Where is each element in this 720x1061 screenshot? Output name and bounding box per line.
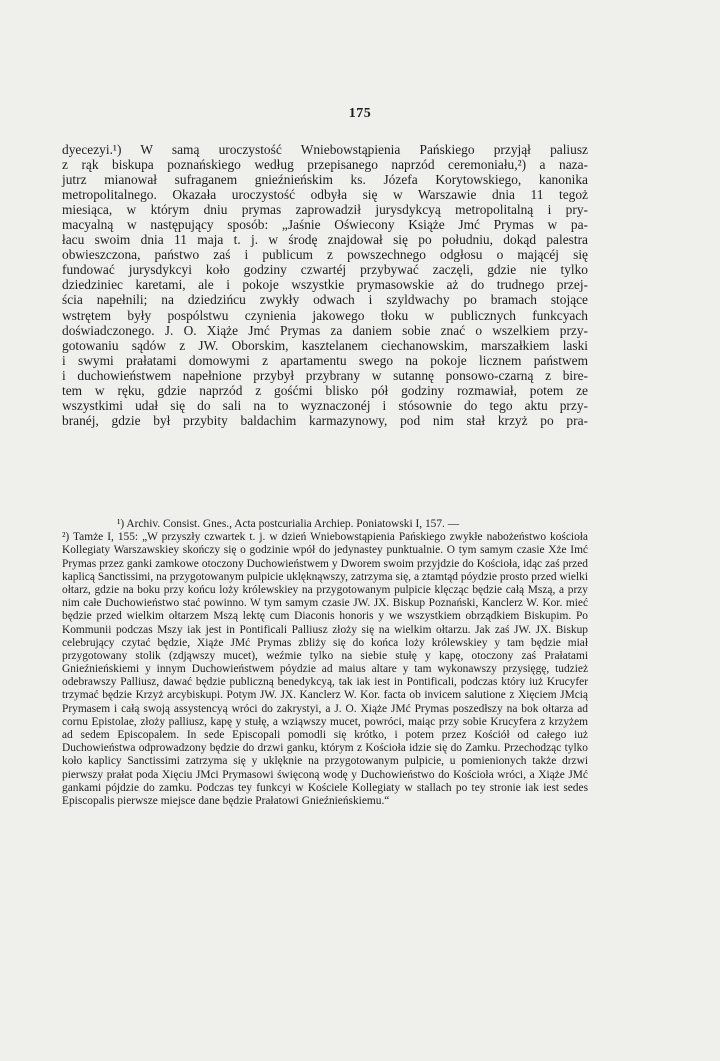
text-line: ścia napełnili; na dziedzińcu zwykły odwach i szyldwachy po bramach stojące	[62, 292, 588, 308]
text-line: miesiąca, w którym dniu prymas zaprowadził jurysdykcyą metropolitalną i pry-	[62, 202, 588, 218]
text-line: dziedziniec karetami, ale i pokoje wszystkie prymasowskie aż do trudnego przej-	[62, 277, 588, 293]
text-line: jutrz mianował sufraganem gnieźnieńskim ks. Józefa Korytowskiego, kanonika	[62, 172, 588, 188]
text-line: branéj, gdzie był przybity baldachim karmazynowy, pod nim stał krzyż po pra-	[62, 412, 588, 428]
text-line: wszystkimi udał się do sali na to wyznaczonéj i stósownie do tego aktu przy-	[62, 397, 588, 413]
text-line: macyalną w następujący sposób: „Jaśnie Oświecony Książe Jmć Prymas w pa-	[62, 217, 588, 233]
footnote-1: ¹) Archiv. Consist. Gnes., Acta postcurialia Archiep. Poniatowski I, 157. —	[117, 518, 460, 530]
text-line: i swymi prałatami domowymi z apartamentu swego na pokoje licznem państwem	[62, 352, 588, 368]
text-line: wstrętem były pospólstwu czynienia jakowego tłoku w publicznych funkcyach	[62, 307, 588, 323]
footnotes	[62, 518, 588, 808]
page-number: 175	[348, 106, 372, 121]
text-line: obwieszczona, państwo zaś i publicum z powszechnego odgłosu o mającéj się	[62, 247, 588, 263]
text-line: z rąk biskupa poznańskiego według przepisanego naprzód ceremoniału,²) a naza-	[62, 157, 588, 173]
main-text	[62, 142, 588, 428]
text-line: tem w ręku, gdzie naprzód z gośćmi blisko pół godziny rozmawiał, potem ze	[62, 382, 588, 398]
text-line: doświadczonego. J. O. Xiąże Jmć Prymas za daniem sobie znać o wszelkiem przy-	[62, 322, 588, 338]
text-line: metropolitalnego. Okazała uroczystość odbyła się w Warszawie dnia 11 tegoż	[62, 187, 588, 203]
text-line: fundować jurysdykcyi koło godziny czwartéj przybywać zaczęli, gdzie nie tylko	[62, 262, 588, 278]
text-line: i duchowieństwem napełnione przybył przybrany w sutannę ponsowo-czarną z bire-	[62, 367, 588, 383]
text-line: dyecezyi.¹) W samą uroczystość Wniebowstąpienia Pańskiego przyjął paliusz	[62, 142, 588, 157]
text-line: gotowaniu sądów z JW. Oborskim, kasztelanem ciechanowskim, marszałkiem laski	[62, 337, 588, 353]
text-line: łacu swoim dnia 11 maja t. j. w środę znajdował się po południu, dokąd palestra	[62, 232, 588, 248]
footnote-2: ²) Tamże I, 155: „W przyszły czwartek t. j. w dzień Wniebowstąpienia Pańskiego zwykłe nabożeństwo kościoła Kollegiaty Warszawskiey skończy się o godzinie wpół do jedynastey punktualnie. O tym samym czasie Xże Imć Prymas przez ganki zamkowe otoczony Duchowieństwem y Dworem swoim przyjdzie do Kościoła, idąc zaś przed kaplicą Sanctissimi, na przygotowanym pulpicie uklęknąwszy, zatrzyma się, a ztamtąd póydzie prosto przed wielki ołtarz, gdzie na boku przy końcu loży królewskiey na przygotowanym pulpicie klęcząc będzie całą Mszą, a przy nim całe Duchowieństwo stać powinno. W tym samym czasie JW. JX. Biskup Poznański, Kanclerz W. Kor. mieć będzie przed wielkim ołtarzem Mszą lektę cum Diaconis honoris y we wszystkiem obrządkiem Biskupim. Po Kommunii podczas Mszy iak jest in Pontificali Palliusz złoży się na wielkim ołtarzu. Jak zaś JW. JX. Biskup celebrujący czytać będzie, Xiąże JMć Prymas zbliży się do końca loży królewskiey y tam będzie miał przygotowany stolik (zdjąwszy mucet), weźmie tylko na siebie stułę y kapę, otoczony zaś Prałatami Gnieźnieńskiemi y innym Duchowieństwem póydzie ad maius altare y tam wykonawszy przysięgę, tudzież odebrawszy Palliusz, dawać będzie publiczną benedykcyą, tak iak iest in Pontificali, podczas który iuż Krucyfer trzymać będzie Krzyż arcybiskupi. Potym JW. JX. Kanclerz W. Kor. facta ob invicem salutione z Xięciem JMcią Prymasem i całą swoją assystencyą wróci do zakrystyi, a J. O. Xiąże JMć Prymas poszedłszy na bok ołtarza ad cornu Epistolae, złoży palliusz, kapę y stułę, a wziąwszy mucet, powróci, maiąc przy sobie Krucyfera z krzyżem ad sedem Episcopalem. In sede Episcopali pomodli się krótko, i potem przez Kościół od całego iuż Duchowieństwa odprowadzony będzie do drzwi ganku, którym z Kościoła idzie się do Zamku. Przechodząc tylko koło kaplicy Sanctissimi zatrzyma się y uklęknie na przygotowanym pulpicie, u pomienionych także drzwi pierwszy prałat poda Xięciu JMci Prymasowi święconą wodę y Duchowieństwo do Kościoła wróci, a Xiąże JMć gankami pójdzie do zamku. Podczas tey funkcyi w Kościele Kollegiaty w stallach po tey stronie iak iest sedes Episcopalis pierwsze miejsce dane będzie Prałatowi Gnieźnieńskiemu.“	[62, 531, 588, 807]
